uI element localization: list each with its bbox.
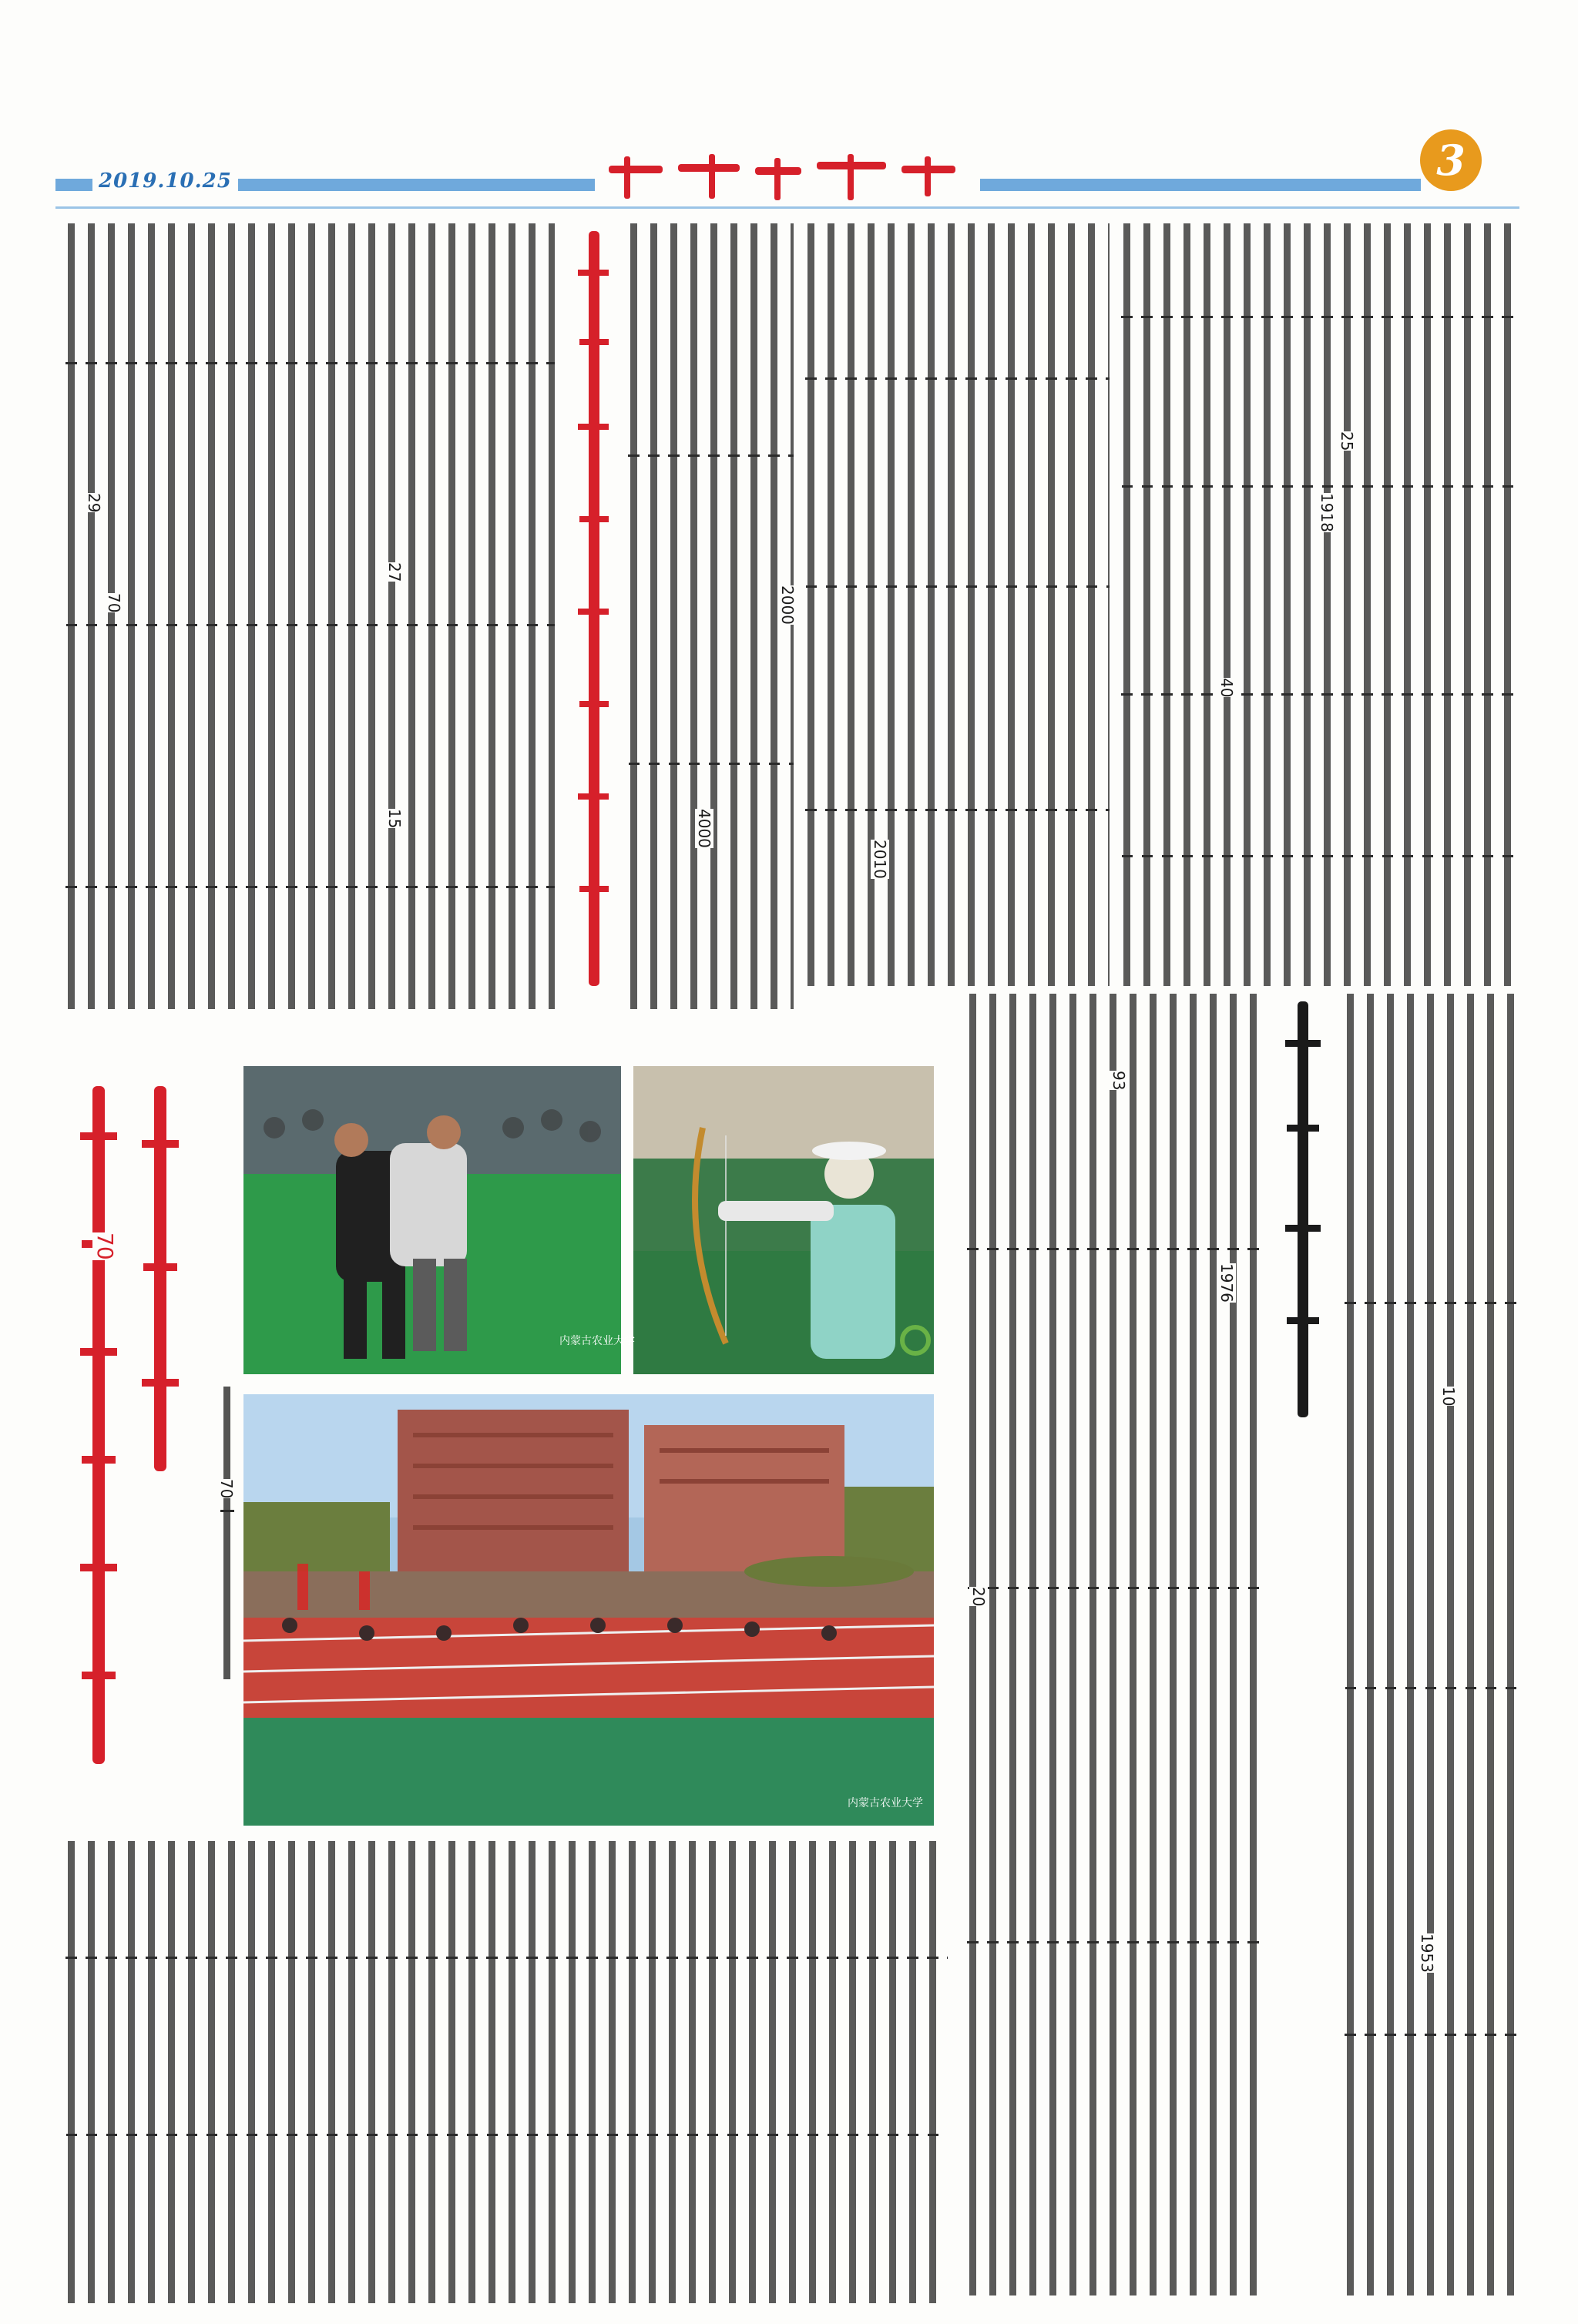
caption-number: 70: [217, 1479, 236, 1499]
inline-number: 1953: [1418, 1933, 1436, 1973]
article-right-body-bottom: [1341, 994, 1518, 2295]
inline-number: 4000: [695, 809, 713, 848]
photo-archer: [633, 1066, 934, 1374]
inline-number: 70: [105, 593, 123, 613]
article-headline-red: [570, 223, 616, 994]
masthead-mongolian-title: [601, 150, 963, 204]
inline-number: 20: [969, 1587, 988, 1607]
inline-number: 29: [85, 493, 103, 513]
issue-date: 2019.10.25: [92, 169, 238, 193]
article-middle-body-bottom: [963, 994, 1264, 2295]
inline-number: 25: [1338, 431, 1356, 451]
article-middle-headline: [1271, 994, 1333, 1425]
page-number-badge: 3: [1420, 129, 1482, 191]
photo-caption: [216, 1387, 239, 1679]
inline-number: 2000: [778, 585, 797, 625]
inline-number: 10: [1439, 1387, 1458, 1407]
article-middle-body-top: [801, 223, 1110, 986]
photo-watermark: 内蒙古农业大学: [848, 1797, 923, 1809]
photo-watermark: 内蒙古农业大学: [559, 1335, 635, 1347]
header-rule: [55, 206, 1519, 209]
photo-orchestra: [243, 1394, 934, 1826]
article-title-red-lower: [62, 1071, 208, 1779]
inline-number: 1976: [1217, 1263, 1236, 1303]
article-right-body-top: [1117, 223, 1518, 986]
photo-wrestling: [243, 1066, 621, 1374]
inline-number: 40: [1217, 678, 1236, 698]
article-far-left-body-top: [62, 223, 555, 1009]
inline-number: 15: [385, 809, 404, 829]
inline-number: 27: [385, 562, 404, 582]
title-number: 70: [92, 1232, 118, 1260]
header-band-right: [980, 179, 1421, 191]
inline-number: 2010: [871, 840, 889, 879]
inline-number: 93: [1110, 1071, 1128, 1091]
inline-number: 1918: [1318, 493, 1336, 532]
article-left-body-top: [624, 223, 794, 1009]
photo-logo: [900, 1325, 931, 1356]
article-left-body-bottom: [62, 1841, 948, 2303]
